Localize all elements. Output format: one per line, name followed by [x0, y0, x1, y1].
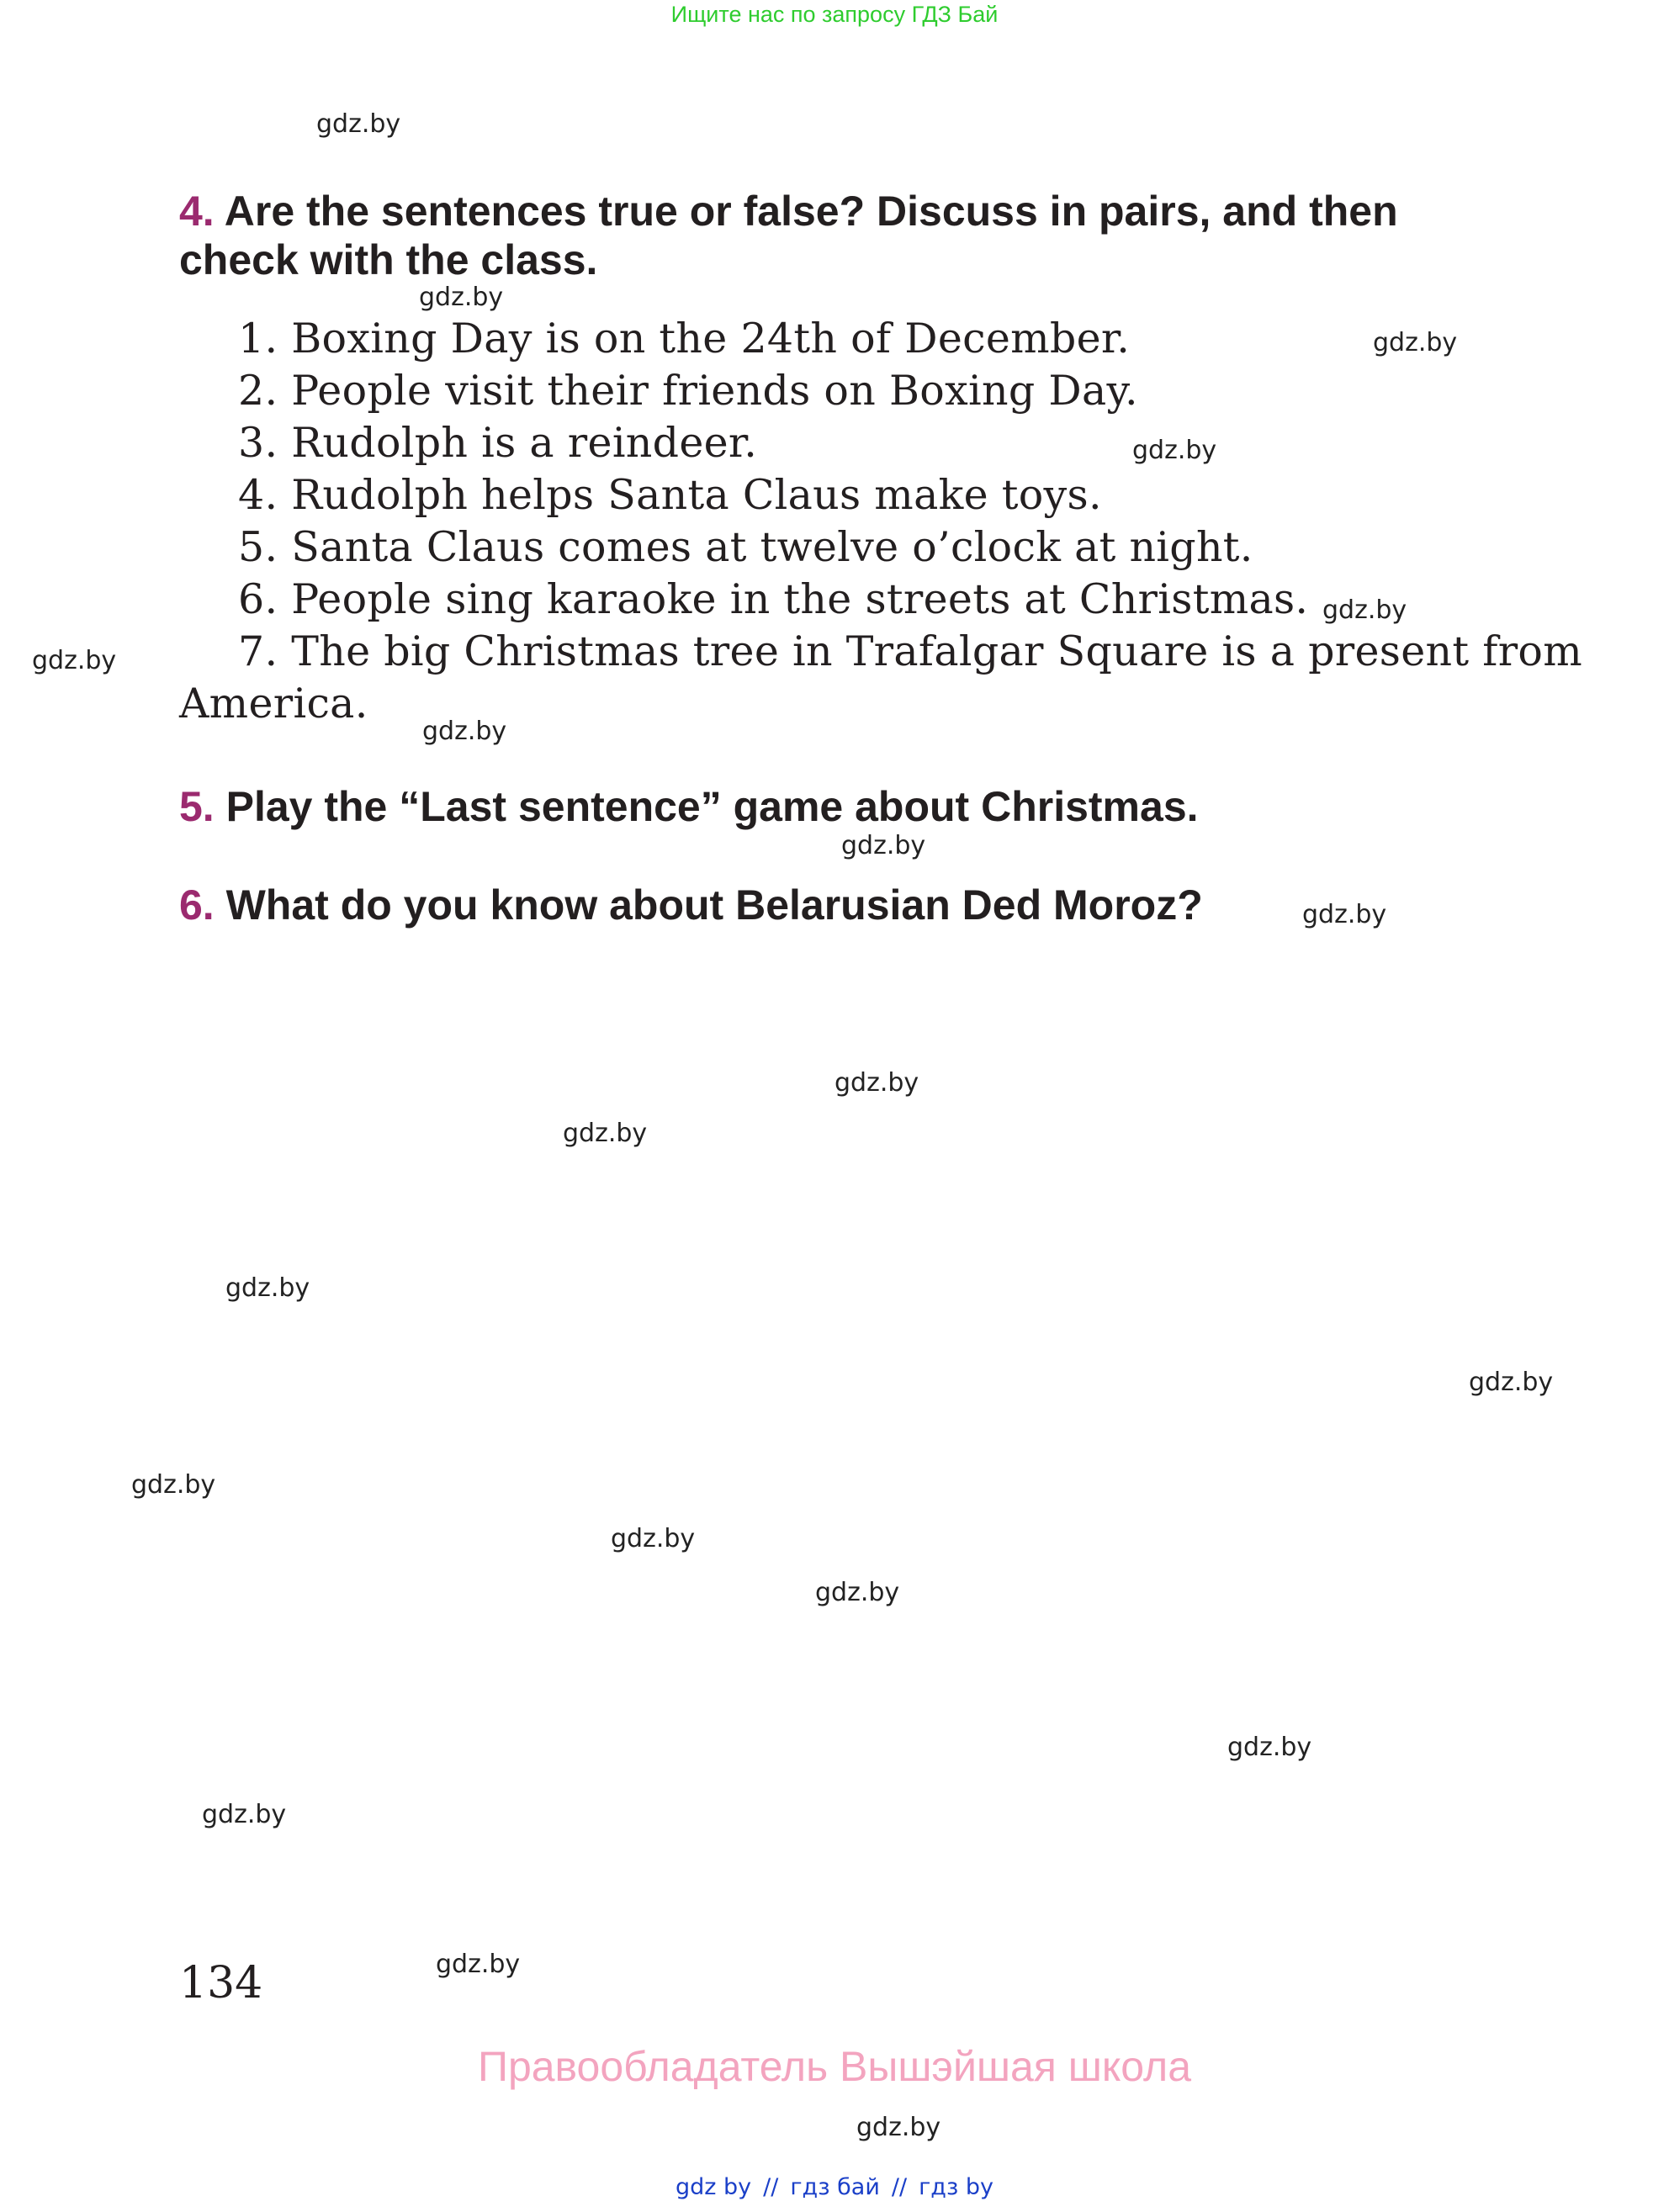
sentence-7: 7. The big Christmas tree in Trafalgar Square is a present from — [238, 627, 1582, 675]
watermark: gdz.by — [202, 1800, 287, 1829]
footer-link-gdz-by-cyrillic[interactable]: гдз by — [919, 2174, 994, 2200]
task-5-heading — [179, 782, 1525, 831]
task-4-heading — [179, 187, 1525, 284]
task-text: Are the sentences true or false? Discuss in pairs, and then check with the class. — [179, 188, 1398, 283]
page-number: 134 — [179, 1958, 263, 2008]
task-number: 6. — [179, 881, 215, 929]
footer-separator: // — [763, 2174, 779, 2200]
sentence-3: 3. Rudolph is a reindeer. — [238, 419, 758, 467]
watermark: gdz.by — [841, 831, 926, 860]
footer-link-gdz-by[interactable]: gdz by — [675, 2174, 752, 2200]
watermark: gdz.by — [815, 1578, 900, 1607]
footer-separator: // — [891, 2174, 908, 2200]
watermark: gdz.by — [834, 1068, 919, 1098]
task-text: Play the “Last sentence” game about Christmas. — [225, 783, 1199, 830]
watermark: gdz.by — [1132, 436, 1217, 465]
sentence-5: 5. Santa Claus comes at twelve o’clock at night. — [238, 523, 1253, 571]
watermark: gdz.by — [131, 1470, 216, 1500]
watermark: gdz.by — [1302, 900, 1387, 929]
sentence-1: 1. Boxing Day is on the 24th of December. — [238, 315, 1131, 362]
footer-link-gdz-bai[interactable]: гдз бай — [790, 2174, 880, 2200]
task-text: What do you know about Belarusian Ded Moroz? — [225, 881, 1203, 929]
top-banner: Ищите нас по запросу ГДЗ Бай — [670, 2, 999, 27]
watermark: gdz.by — [225, 1273, 310, 1303]
watermark: gdz.by — [856, 2113, 941, 2142]
watermark: gdz.by — [1469, 1368, 1554, 1397]
copyright-notice: Правообладатель Вышэйшая школа — [478, 2043, 1191, 2090]
watermark: gdz.by — [563, 1119, 648, 1148]
watermark: gdz.by — [422, 717, 507, 746]
watermark: gdz.by — [611, 1524, 696, 1553]
task-number: 4. — [179, 188, 215, 235]
sentence-2: 2. People visit their friends on Boxing Day. — [238, 367, 1138, 415]
sentence-7-continued: America. — [179, 680, 368, 728]
watermark: gdz.by — [316, 109, 401, 139]
watermark: gdz.by — [1227, 1733, 1312, 1762]
sentence-6: 6. People sing karaoke in the streets at Christmas. — [238, 575, 1309, 623]
sentence-4: 4. Rudolph helps Santa Claus make toys. — [238, 471, 1102, 519]
watermark: gdz.by — [1322, 595, 1407, 625]
watermark: gdz.by — [32, 646, 117, 675]
task-number: 5. — [179, 783, 215, 830]
footer-links — [0, 2174, 1669, 2200]
watermark: gdz.by — [436, 1950, 521, 1979]
watermark: gdz.by — [419, 283, 504, 312]
watermark: gdz.by — [1373, 328, 1458, 357]
